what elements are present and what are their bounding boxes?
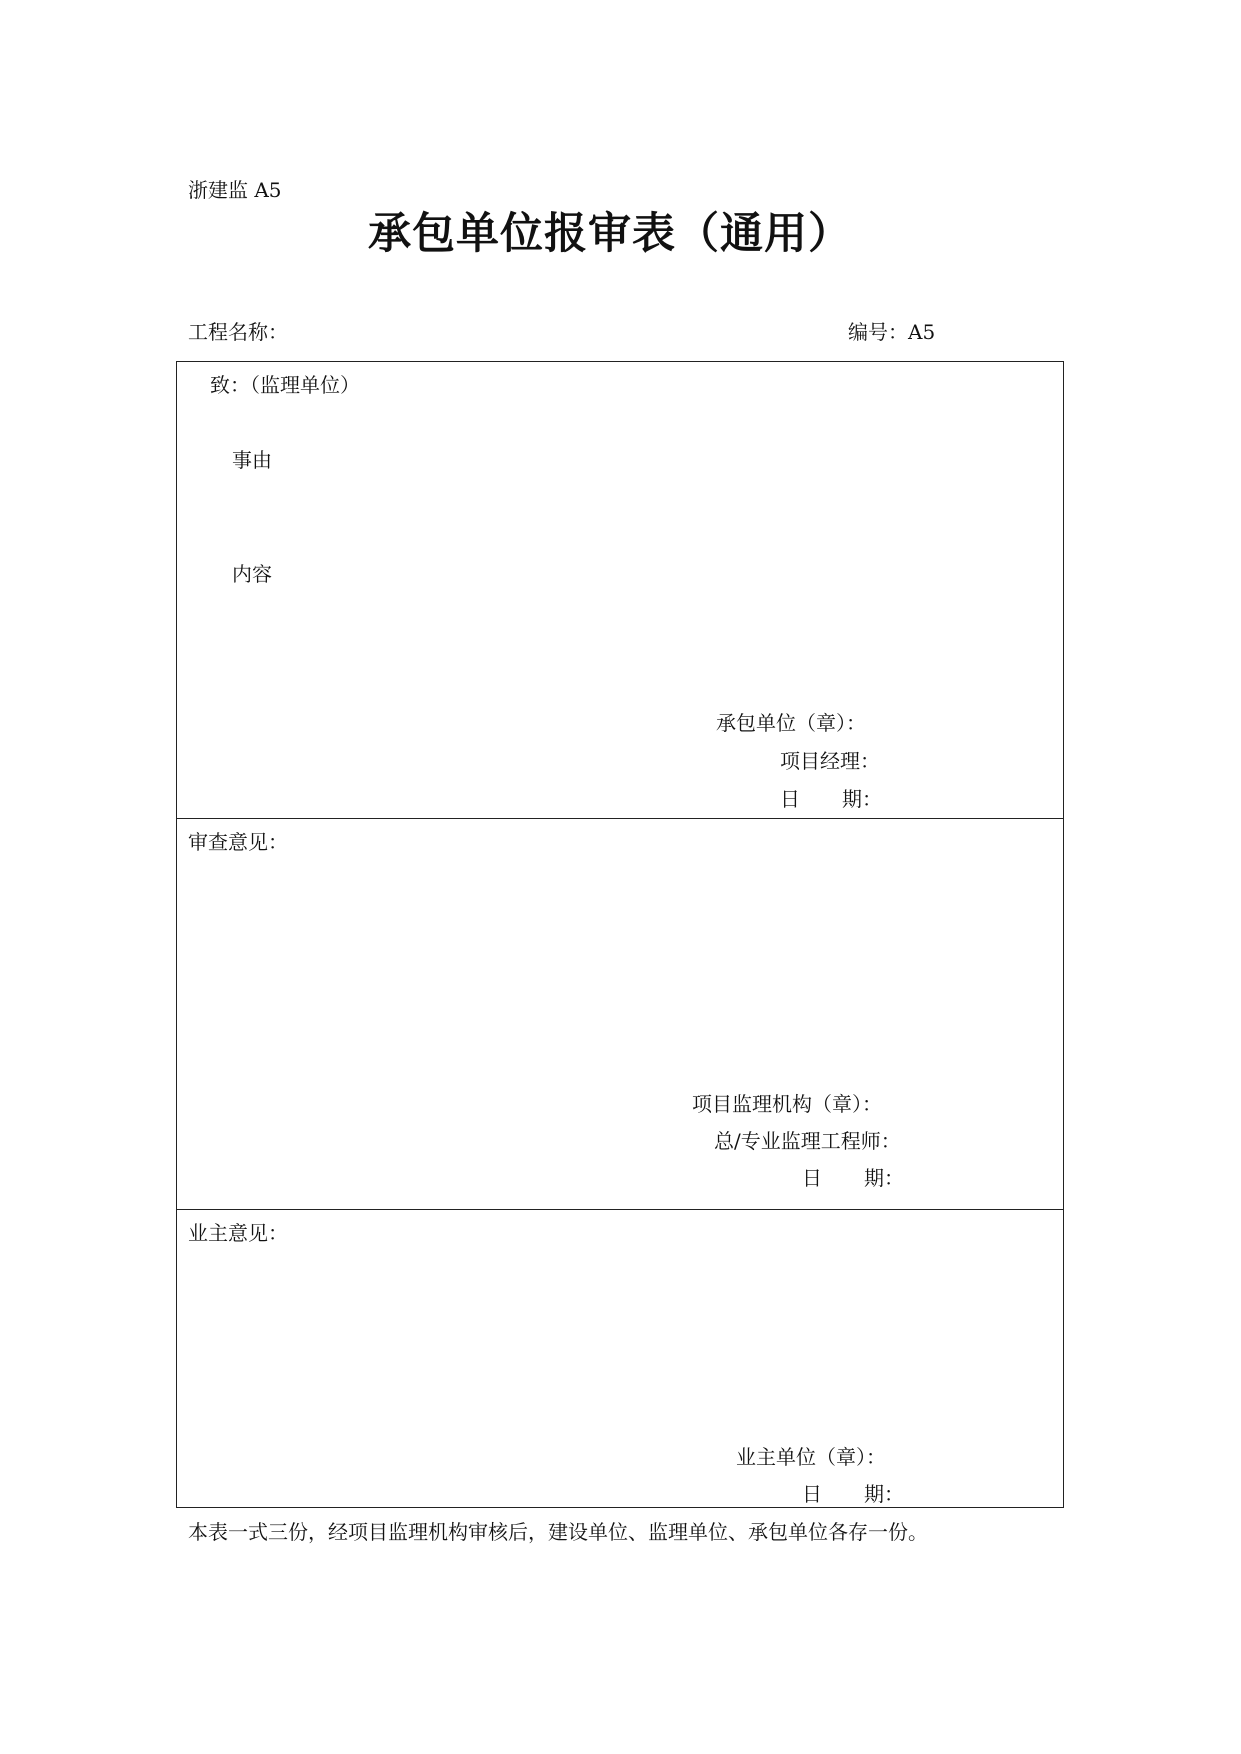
to-label: 致：（监理单位） [210,373,360,397]
review-date-label [802,1166,904,1190]
date-label-day: 日 [802,1482,822,1506]
contractor-seal-label: 承包单位（章）： [716,711,866,735]
footer-note: 本表一式三份，经项目监理机构审核后，建设单位、监理单位、承包单位各存一份。 [188,1520,928,1544]
form-code: 浙建监 A5 [188,178,282,202]
number-label: 编号：A5 [848,320,936,344]
date-label-day: 日 [802,1166,822,1190]
section-divider [176,818,1064,819]
section-divider [176,1209,1064,1210]
date-label-period: 期： [842,787,882,811]
date-label-period: 期： [864,1166,904,1190]
content-label: 内容 [232,562,272,586]
supervising-engineer-label: 总/专业监理工程师： [714,1129,901,1153]
submit-date-label [780,787,882,811]
review-opinion-label: 审查意见： [188,830,288,854]
owner-opinion-label: 业主意见： [188,1221,288,1245]
date-label-day: 日 [780,787,800,811]
owner-seal-label: 业主单位（章）： [736,1445,886,1469]
supervision-seal-label: 项目监理机构（章）： [692,1092,882,1116]
owner-date-label [802,1482,904,1506]
form-table [176,361,1064,1508]
project-manager-label: 项目经理： [780,749,880,773]
date-label-period: 期： [864,1482,904,1506]
reason-label: 事由 [232,448,272,472]
page-title: 承包单位报审表（通用） [368,209,852,259]
project-name-label: 工程名称： [188,320,288,344]
